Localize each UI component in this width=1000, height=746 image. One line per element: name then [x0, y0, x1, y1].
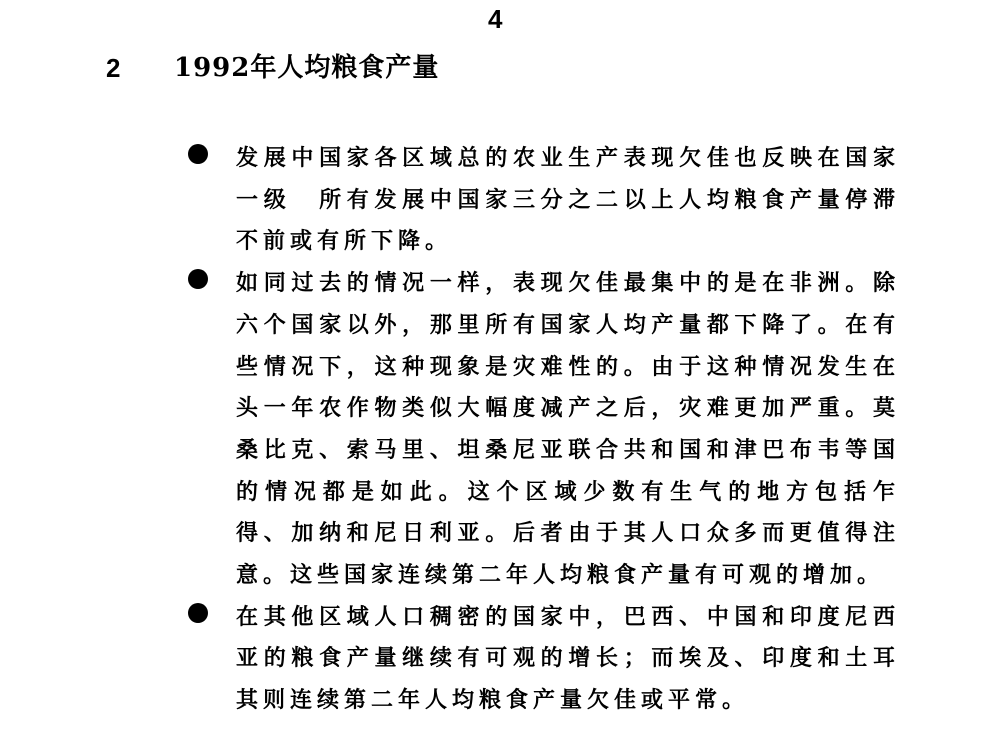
bullet-dot-icon — [188, 144, 208, 164]
list-item — [188, 138, 900, 263]
bullet-dot-icon — [188, 603, 208, 623]
section-title: 1992年人均粮食产量 — [174, 53, 440, 83]
bullet-list — [188, 138, 900, 722]
list-item — [188, 597, 900, 722]
paragraph: 如同过去的情况一样，表现欠佳最集中的是在非洲。除六个国家以外，那里所有国家人均产量都下降了。在有些情况下，这种现象是灾难性的。由于这种情况发生在头一年农作物类似大幅度减产之后，灾难更加严重。莫桑比克、索马里、坦桑尼亚联合共和国和津巴布韦等国的情况都是如此。这个区域少数有生气的地方包括乍得、加纳和尼日利亚。后者由于其人口众多而更值得注意。这些国家连续第二年人均粮食产量有可观的增加。 — [236, 270, 900, 589]
list-item — [188, 263, 900, 597]
bullet-dot-icon — [188, 269, 208, 289]
page-number: 4 — [488, 4, 503, 34]
section-number: 2 — [106, 53, 121, 83]
paragraph: 发展中国家各区域总的农业生产表现欠佳也反映在国家一级 所有发展中国家三分之二以上人均粮食产量停滞不前或有所下降。 — [236, 145, 900, 255]
paragraph: 在其他区域人口稠密的国家中，巴西、中国和印度尼西亚的粮食产量继续有可观的增长；而埃及、印度和土耳其则连续第二年人均粮食产量欠佳或平常。 — [236, 603, 900, 714]
